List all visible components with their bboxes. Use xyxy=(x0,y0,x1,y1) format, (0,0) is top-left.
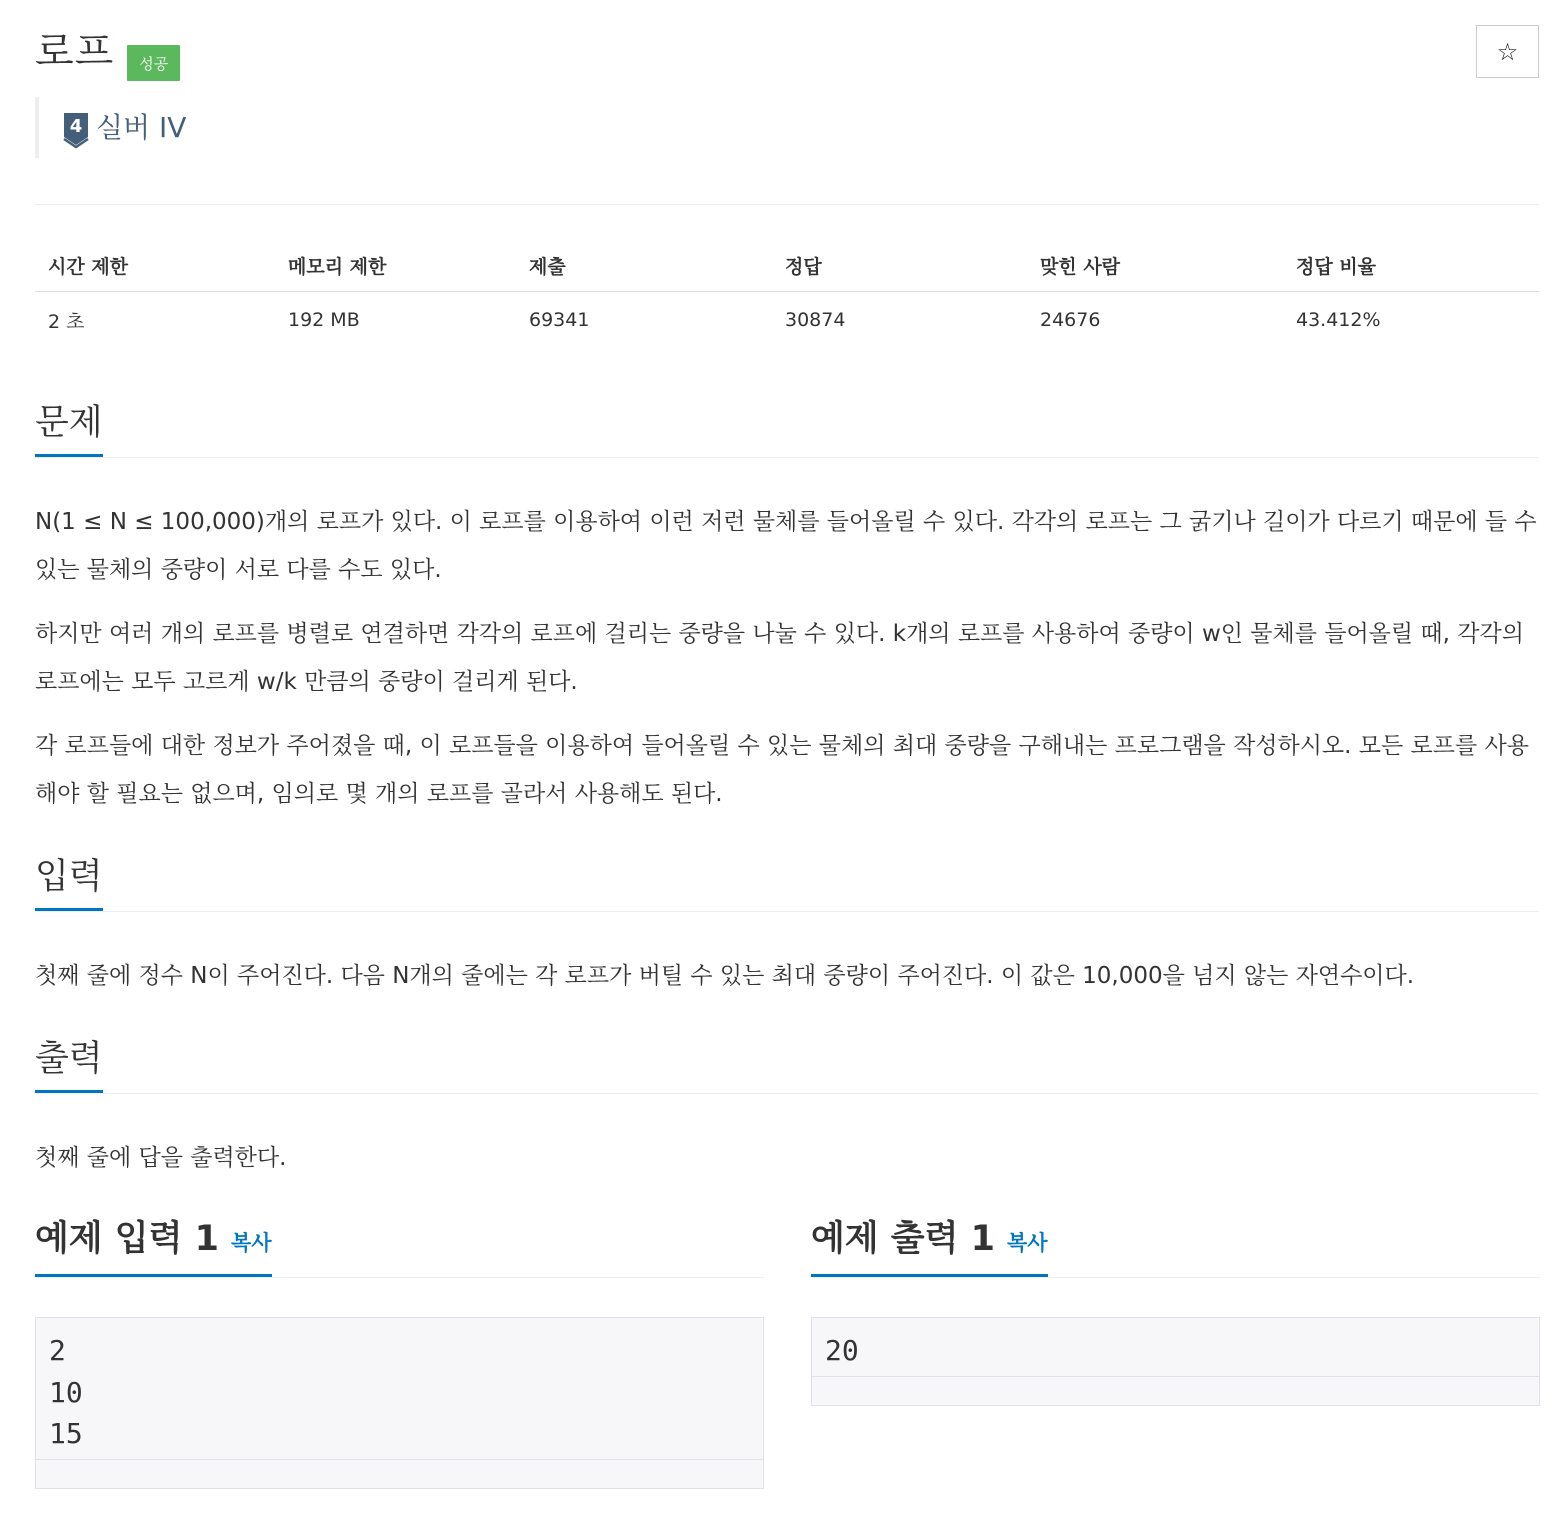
sample-output-header xyxy=(811,1218,1540,1278)
output-section-title: 출력 xyxy=(35,1038,103,1093)
problem-section xyxy=(35,398,1539,834)
problem-paragraph: N(1 ≤ N ≤ 100,000)개의 로프가 있다. 이 로프를 이용하여 이런 저런 물체를 들어올릴 수 있다. 각각의 로프는 그 굵기나 길이가 다르기 때문에 들 수 있는 물체의 중량이 서로 다를 수도 있다. xyxy=(35,509,1537,583)
sample-output-box[interactable] xyxy=(811,1317,1540,1406)
input-description: 첫째 줄에 정수 N이 주어진다. 다음 N개의 줄에는 각 로프가 버틸 수 있는 최대 중량이 주어진다. 이 값은 10,000을 넘지 않는 자연수이다. xyxy=(35,963,1415,989)
input-section-header xyxy=(35,852,1539,912)
sample-output-panel xyxy=(811,1218,1540,1406)
header-time-limit: 시간 제한 xyxy=(48,256,129,278)
star-button[interactable] xyxy=(1476,25,1539,78)
sample-input-title xyxy=(35,1218,272,1277)
sample-input-header xyxy=(35,1218,764,1278)
header-submissions: 제출 xyxy=(529,256,566,278)
copy-sample-output-link[interactable]: 복사 xyxy=(1006,1231,1048,1255)
output-description: 첫째 줄에 답을 출력한다. xyxy=(35,1145,287,1171)
problem-section-header xyxy=(35,398,1539,458)
header-solved-users: 맞힌 사람 xyxy=(1040,256,1121,278)
star-icon: ☆ xyxy=(1496,37,1519,66)
header-memory-limit: 메모리 제한 xyxy=(288,256,387,278)
sample-input-panel xyxy=(35,1218,764,1489)
copy-sample-input-link[interactable]: 복사 xyxy=(230,1231,272,1255)
value-accept-ratio: 43.412% xyxy=(1296,309,1381,331)
title-row xyxy=(35,28,180,84)
value-solved-users: 24676 xyxy=(1040,309,1101,331)
tier-block[interactable] xyxy=(35,97,186,158)
tier-label: 실버 IV xyxy=(96,110,187,144)
value-submissions: 69341 xyxy=(529,309,590,331)
problem-section-title: 문제 xyxy=(35,402,103,457)
info-table-header xyxy=(35,240,1539,292)
sample-output-title-text: 예제 출력 1 xyxy=(811,1219,995,1259)
value-accepted: 30874 xyxy=(785,309,846,331)
header-accept-ratio: 정답 비율 xyxy=(1296,256,1377,278)
problem-description xyxy=(35,498,1539,818)
header-accepted: 정답 xyxy=(785,256,822,278)
sample-output-title xyxy=(811,1218,1048,1277)
input-section xyxy=(35,852,1539,1000)
sample-output-content: 20 xyxy=(825,1334,859,1367)
input-section-title: 입력 xyxy=(35,856,103,911)
sample-output-footer xyxy=(812,1376,1539,1405)
value-memory-limit: 192 MB xyxy=(288,309,360,331)
sample-input-title-text: 예제 입력 1 xyxy=(35,1219,219,1259)
divider xyxy=(35,204,1539,205)
tier-number: 4 xyxy=(69,115,83,137)
tier-shield-icon xyxy=(62,111,90,149)
problem-paragraph: 각 로프들에 대한 정보가 주어졌을 때, 이 로프들을 이용하여 들어올릴 수 있는 물체의 최대 중량을 구해내는 프로그램을 작성하시오. 모든 로프를 사용해야 할 필요는 없으며, 임의로 몇 개의 로프를 골라서 사용해도 된다. xyxy=(35,733,1529,807)
problem-paragraph: 하지만 여러 개의 로프를 병렬로 연결하면 각각의 로프에 걸리는 중량을 나눌 수 있다. k개의 로프를 사용하여 중량이 w인 물체를 들어올릴 때, 각각의 로프에는 모두 고르게 w/k 만큼의 중량이 걸리게 된다. xyxy=(35,621,1524,695)
page-title: 로프 xyxy=(35,29,115,75)
output-section xyxy=(35,1034,1539,1182)
problem-info-table xyxy=(35,240,1539,348)
info-table-row xyxy=(35,292,1539,348)
sample-input-content: 2 10 15 xyxy=(49,1334,83,1450)
output-section-header xyxy=(35,1034,1539,1094)
sample-input-footer xyxy=(36,1459,763,1488)
status-badge: 성공 xyxy=(127,45,180,81)
sample-input-box[interactable] xyxy=(35,1317,764,1489)
value-time-limit: 2 초 xyxy=(48,310,85,333)
